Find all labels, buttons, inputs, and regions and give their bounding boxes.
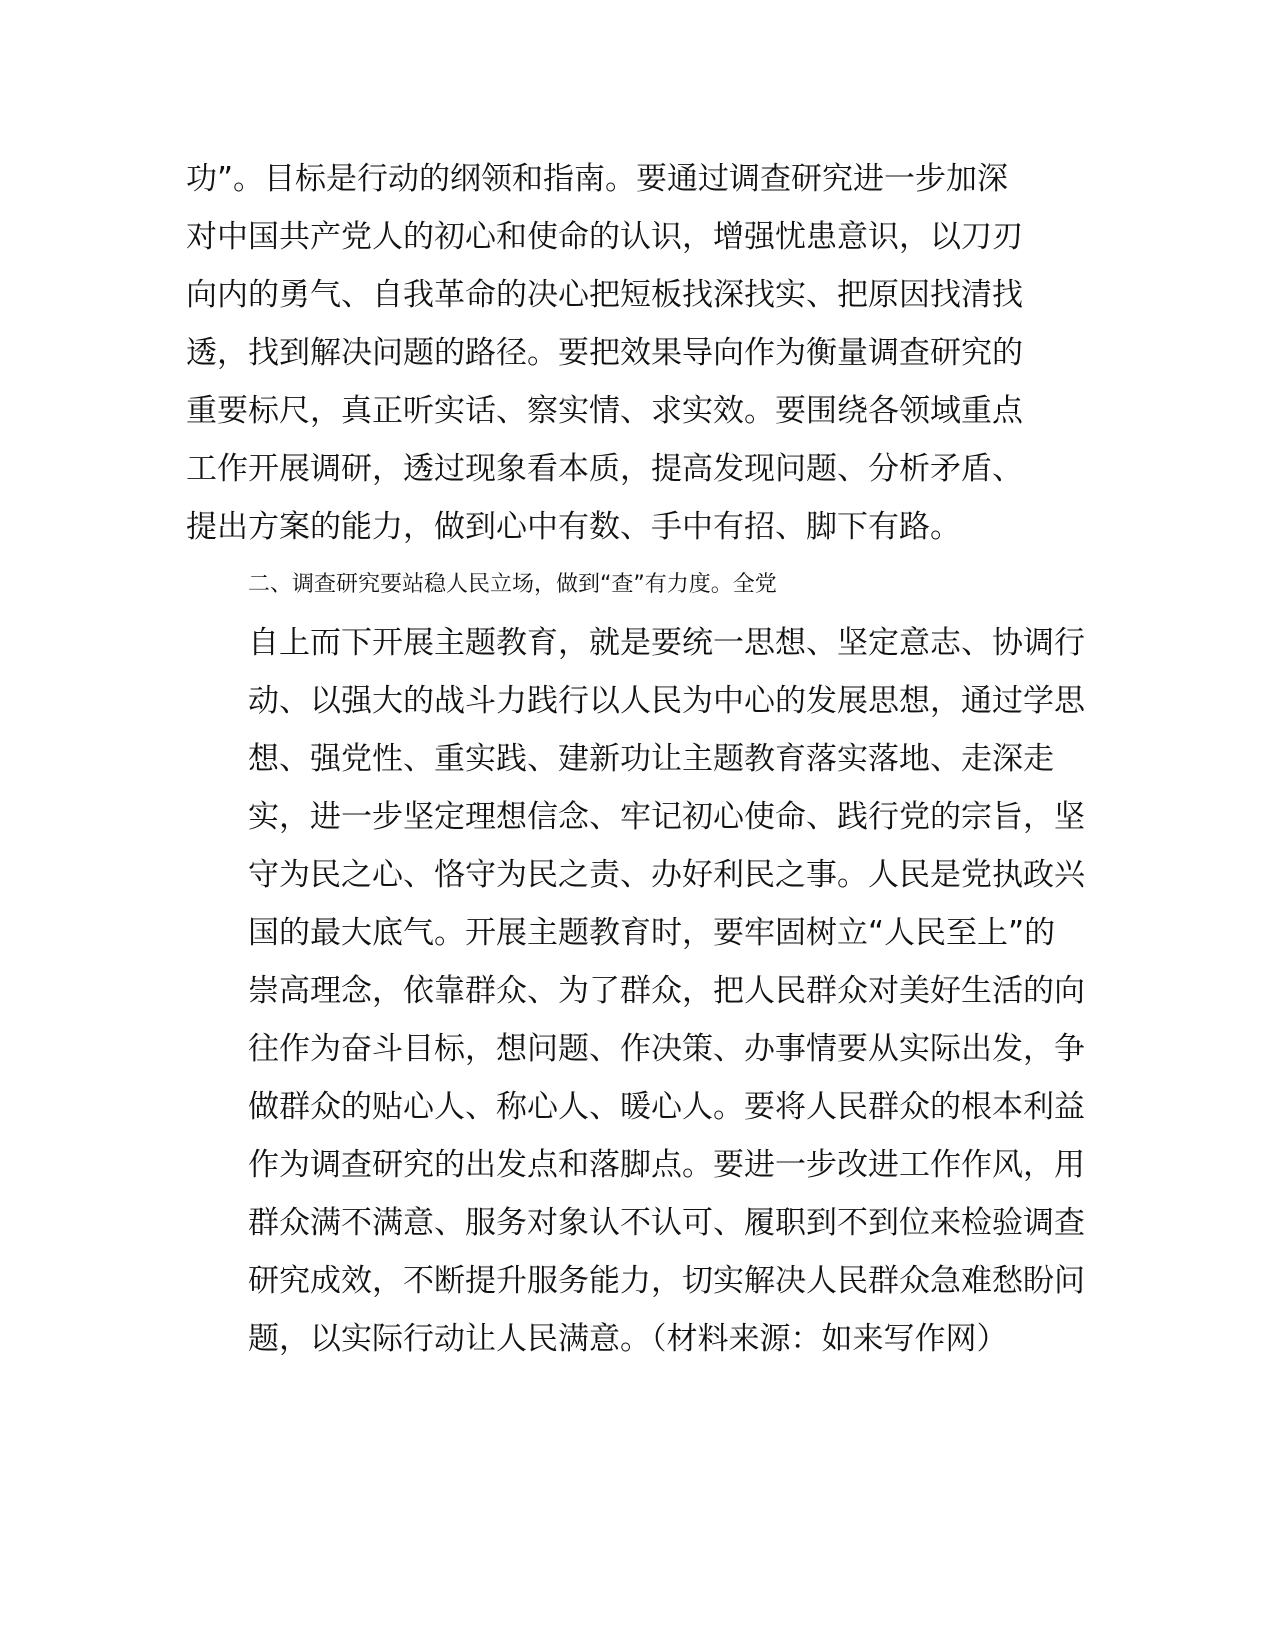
text-line: 想、强党性、重实践、建新功让主题教育落实落地、走深走 — [248, 741, 1054, 777]
text-line: 群众满不满意、服务对象认不认可、履职到不到位来检验调查 — [248, 1205, 1085, 1241]
text-line: 对中国共产党人的初心和使命的认识，增强忧患意识，以刀刃 — [186, 219, 1023, 255]
text-line: 做群众的贴心人、称心人、暖心人。要将人民群众的根本利益 — [248, 1089, 1085, 1125]
text-line: 工作开展调研，透过现象看本质，提高发现问题、分析矛盾、 — [186, 451, 1023, 487]
text-line: 自上而下开展主题教育，就是要统一思想、坚定意志、协调行 — [248, 625, 1085, 661]
text-line: 实，进一步坚定理想信念、牢记初心使命、践行党的宗旨，坚 — [248, 799, 1085, 835]
text-line: 往作为奋斗目标，想问题、作决策、办事情要从实际出发，争 — [248, 1031, 1085, 1067]
text-line: 动、以强大的战斗力践行以人民为中心的发展思想，通过学思 — [248, 683, 1085, 719]
text-line: 题，以实际行动让人民满意。（材料来源：如来写作网） — [248, 1321, 1008, 1357]
text-line: 透，找到解决问题的路径。要把效果导向作为衡量调查研究的 — [186, 335, 1023, 371]
text-line: 崇高理念，依靠群众、为了群众，把人民群众对美好生活的向 — [248, 973, 1085, 1009]
text-line: 二、调查研究要站稳人民立场，做到“查”有力度。全党 — [248, 572, 777, 597]
text-line: 守为民之心、恪守为民之责、办好利民之事。人民是党执政兴 — [248, 857, 1085, 893]
text-line: 作为调查研究的出发点和落脚点。要进一步改进工作作风，用 — [248, 1147, 1085, 1183]
text-line: 提出方案的能力，做到心中有数、手中有招、脚下有路。 — [186, 509, 961, 545]
text-line: 功”。目标是行动的纲领和指南。要通过调查研究进一步加深 — [186, 161, 1009, 197]
paragraph-section-two — [186, 556, 1086, 1368]
text-line: 向内的勇气、自我革命的决心把短板找深找实、把原因找清找 — [186, 277, 1023, 313]
text-line: 重要标尺，真正听实话、察实情、求实效。要围绕各领域重点 — [186, 393, 1023, 429]
paragraph-continued — [186, 150, 1086, 556]
document-body — [186, 150, 1086, 1368]
text-line: 国的最大底气。开展主题教育时，要牢固树立“人民至上”的 — [248, 915, 1056, 951]
text-line: 研究成效，不断提升服务能力，切实解决人民群众急难愁盼问 — [248, 1263, 1085, 1299]
